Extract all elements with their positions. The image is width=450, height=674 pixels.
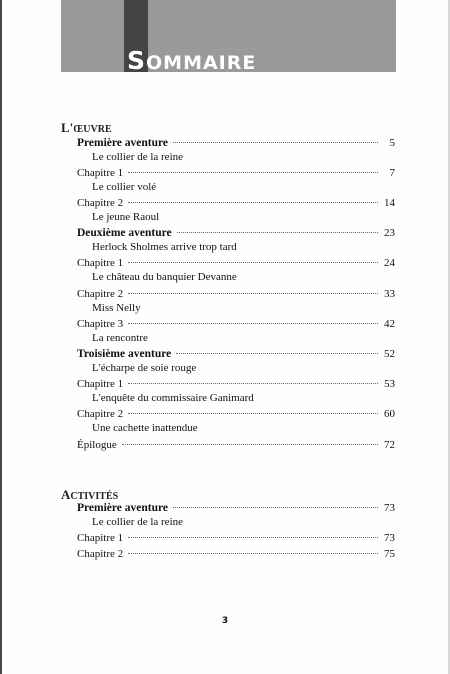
toc-page-number: 24 — [384, 257, 395, 269]
toc-entry-subtitle: Le château du banquier Devanne — [92, 271, 237, 283]
section-heading-rest: ŒUVRE — [73, 124, 112, 135]
toc-entry-a2-chapitre-1[interactable] — [77, 257, 395, 271]
toc-entry-subtitle: Miss Nelly — [92, 302, 141, 314]
toc-dot-leader — [176, 353, 378, 354]
toc-dot-leader — [128, 537, 378, 538]
toc-entry-a1-chapitre-1[interactable] — [77, 167, 395, 181]
toc-entry-a2-chapitre-3[interactable] — [77, 318, 395, 332]
page-number: 3 — [221, 616, 229, 626]
toc-entry-label: Chapitre 2 — [77, 408, 124, 420]
toc-entry-a3-chapitre-2[interactable] — [77, 408, 395, 422]
toc-entry-a3-chapitre-1[interactable] — [77, 378, 395, 392]
toc-entry-label: Chapitre 2 — [77, 548, 124, 560]
section-heading-rest: CTIVITÉS — [70, 491, 119, 502]
toc-entry-subtitle: Le jeune Raoul — [92, 211, 160, 223]
toc-entry-subtitle: Le collier volé — [92, 181, 157, 193]
toc-dot-leader — [177, 232, 378, 233]
toc-entry-aventure-1[interactable] — [77, 137, 395, 151]
toc-page-number: 60 — [384, 408, 395, 420]
toc-entry-label: Troisième aventure — [77, 348, 172, 360]
activity-entry-chapitre-2[interactable] — [77, 548, 395, 562]
toc-entry-subtitle: Le collier de la reine — [92, 516, 184, 528]
toc-entry-aventure-3[interactable] — [77, 348, 395, 362]
section-heading-initial: L' — [61, 120, 74, 135]
toc-entry-label: Chapitre 1 — [77, 532, 124, 544]
page-title-initial: S — [127, 46, 147, 75]
page-title-rest: OMMAIRE — [146, 52, 257, 74]
toc-entry-subtitle: L'écharpe de soie rouge — [92, 362, 197, 374]
toc-entry-subtitle: Herlock Sholmes arrive trop tard — [92, 241, 237, 253]
toc-entry-aventure-2[interactable] — [77, 227, 395, 241]
toc-entry-label: Première aventure — [77, 137, 169, 149]
toc-page-number: 72 — [384, 439, 395, 451]
toc-dot-leader — [128, 553, 378, 554]
toc-entry-label: Chapitre 3 — [77, 318, 124, 330]
toc-entry-epilogue[interactable] — [77, 439, 395, 453]
toc-dot-leader — [128, 323, 378, 324]
toc-page-number: 73 — [384, 502, 395, 514]
toc-entry-label: Épilogue — [77, 439, 117, 451]
toc-entry-subtitle: La rencontre — [92, 332, 148, 344]
toc-page-number: 7 — [389, 167, 395, 179]
toc-entry-subtitle: Le collier de la reine — [92, 151, 184, 163]
toc-entry-subtitle: L'enquête du commissaire Ganimard — [92, 392, 254, 404]
page-title — [127, 46, 256, 75]
toc-dot-leader — [173, 142, 378, 143]
toc-dot-leader — [128, 413, 378, 414]
section-heading-initial: A — [61, 487, 71, 502]
toc-entry-label: Chapitre 1 — [77, 257, 124, 269]
toc-page-number: 5 — [389, 137, 395, 149]
toc-page-number: 53 — [384, 378, 395, 390]
toc-dot-leader — [128, 202, 378, 203]
toc-dot-leader — [128, 293, 378, 294]
toc-page-number: 52 — [384, 348, 395, 360]
toc-entry-subtitle: Une cachette inattendue — [92, 422, 198, 434]
toc-entry-label: Chapitre 1 — [77, 378, 124, 390]
toc-page-number: 42 — [384, 318, 395, 330]
toc-entry-label: Chapitre 2 — [77, 197, 124, 209]
toc-dot-leader — [128, 383, 378, 384]
toc-dot-leader — [128, 262, 378, 263]
section-heading-oeuvre — [61, 119, 112, 137]
toc-page-number: 75 — [384, 548, 395, 560]
toc-entry-label: Chapitre 2 — [77, 288, 124, 300]
toc-dot-leader — [173, 507, 378, 508]
toc-entry-a2-chapitre-2[interactable] — [77, 288, 395, 302]
activity-entry-chapitre-1[interactable] — [77, 532, 395, 546]
toc-page-number: 73 — [384, 532, 395, 544]
toc-dot-leader — [128, 172, 378, 173]
activity-entry-aventure-1[interactable] — [77, 502, 395, 516]
toc-page-number: 23 — [384, 227, 395, 239]
page-left-edge — [0, 0, 2, 674]
toc-dot-leader — [122, 444, 378, 445]
toc-entry-label: Première aventure — [77, 502, 169, 514]
toc-entry-label: Deuxième aventure — [77, 227, 172, 239]
toc-entry-a1-chapitre-2[interactable] — [77, 197, 395, 211]
toc-page-number: 14 — [384, 197, 395, 209]
toc-page-number: 33 — [384, 288, 395, 300]
toc-entry-label: Chapitre 1 — [77, 167, 124, 179]
